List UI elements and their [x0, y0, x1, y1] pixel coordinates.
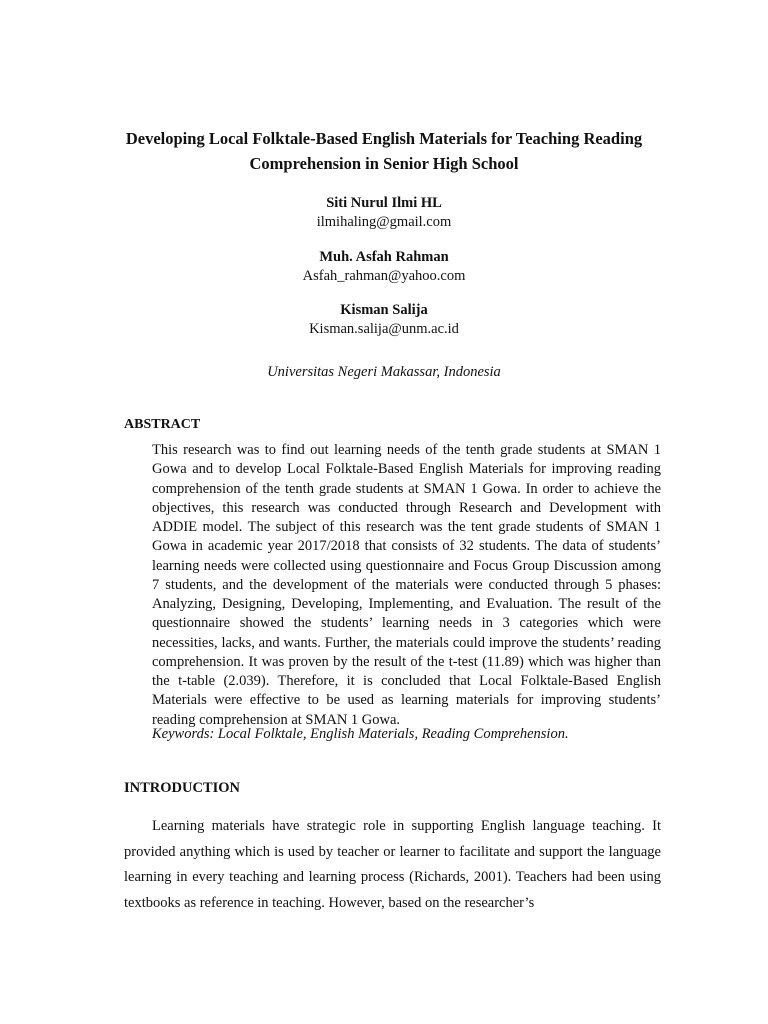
introduction-text: Learning materials have strategic role in supporting English language teaching. It provided anything which is used by teacher or learner to facilitate and support the language learning in every teaching and learning process (Richards, 2001). Teachers had been using textbooks as reference in teaching. However, based on the researcher’s: [124, 818, 661, 911]
author-email: Asfah_rahman@yahoo.com: [302, 268, 466, 284]
abstract-heading: ABSTRACT: [124, 417, 201, 432]
author-block: [124, 301, 644, 339]
author-name: Siti Nurul Ilmi HL: [326, 195, 442, 211]
author-block: [124, 194, 644, 232]
keywords: Keywords: Local Folktale, English Materials, Reading Comprehension.: [152, 726, 569, 742]
author-name: Muh. Asfah Rahman: [319, 249, 449, 265]
abstract-text: This research was to find out learning needs of the tenth grade students at SMAN 1 Gowa and to develop Local Folktale-Based English Materials for improving reading comprehension of the tenth grade students at SMAN 1 Gowa. In order to achieve the objectives, this research was conducted through Research and Development with ADDIE model. The subject of this research was the tent grade students of SMAN 1 Gowa in academic year 2017/2018 that consists of 32 students. The data of students’ learning needs were collected using questionnaire and Focus Group Discussion among 7 students, and the development of the materials were conducted through 5 phases: Analyzing, Designing, Developing, Implementing, and Evaluation. The result of the questionnaire showed the students’ learning needs in 3 categories which were necessities, lacks, and wants. Further, the materials could improve the students’ reading comprehension. It was proven by the result of the t-test (11.89) which was higher than the t-table (2.039). Therefore, it is concluded that Local Folktale-Based English Materials were effective to be used as learning materials for improving students’ reading comprehension at SMAN 1 Gowa.: [152, 442, 661, 728]
affiliation: Universitas Negeri Makassar, Indonesia: [267, 364, 501, 380]
author-block: [124, 248, 644, 286]
paper-title: Developing Local Folktale-Based English Materials for Teaching Reading Comprehension in Senior High School: [125, 129, 643, 173]
author-name: Kisman Salija: [340, 302, 428, 318]
author-email: ilmihaling@gmail.com: [316, 214, 452, 230]
author-email: Kisman.salija@unm.ac.id: [309, 321, 459, 337]
introduction-heading: INTRODUCTION: [124, 780, 241, 796]
